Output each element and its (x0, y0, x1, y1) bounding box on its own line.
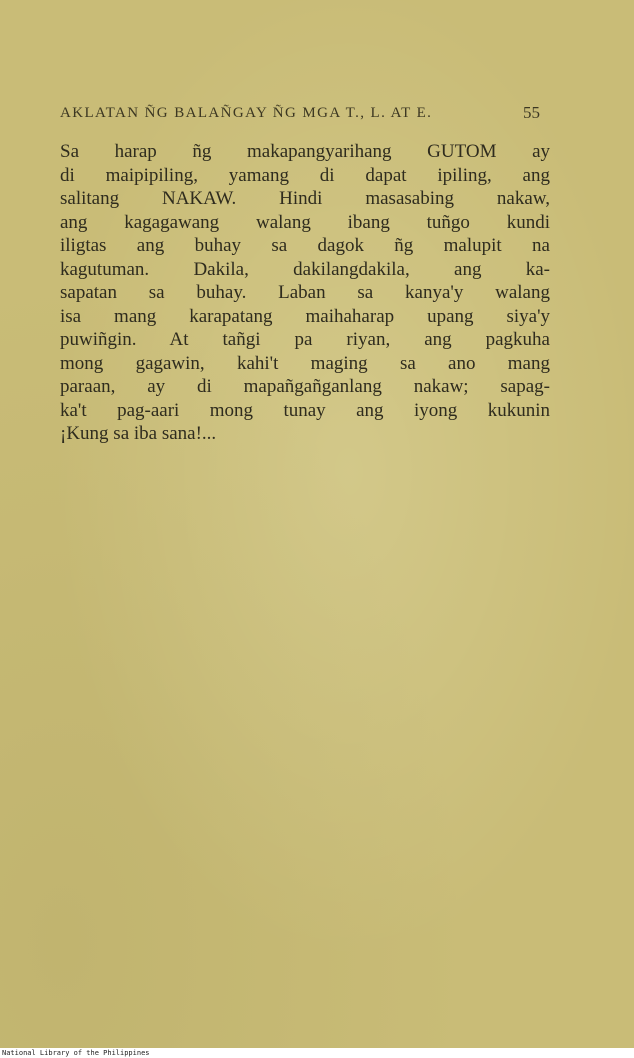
text-line: sapatan sa buhay. Laban sa kanya'y walang (60, 282, 550, 303)
text-line: ¡Kung sa iba sana!... (60, 423, 217, 444)
text-line: puwiñgin. At tañgi pa riyan, ang pagkuha (60, 329, 550, 350)
text-line: kagutuman. Dakila, dakilangdakila, ang ka- (60, 258, 550, 280)
text-line: isa mang karapatang maihaharap upang siya'y (60, 305, 550, 327)
page-header (60, 103, 540, 127)
text-line: ka't pag-aari mong tunay ang iyong kukunin (60, 399, 550, 421)
footer-credit: National Library of the Philippines (2, 1049, 150, 1057)
text-line: Sa harap ñg makapangyarihang GUTOM ay (60, 141, 550, 162)
text-line: ang kagagawang walang ibang tuñgo kundi (60, 211, 550, 233)
text-line: di maipipiling, yamang di dapat ipiling, ang (60, 164, 550, 186)
text-line: iligtas ang buhay sa dagok ñg malupit na (60, 235, 550, 256)
body-paragraph (60, 140, 550, 446)
running-head: AKLATAN ÑG BALAÑGAY ÑG MGA T., L. AT E. (60, 105, 433, 121)
text-line: mong gagawin, kahi't maging sa ano mang (60, 352, 550, 374)
page-number: 55 (523, 103, 540, 122)
text-line: salitang NAKAW. Hindi masasabing nakaw, (60, 188, 550, 209)
footer-bar (0, 1048, 634, 1058)
text-line: paraan, ay di mapañgañganlang nakaw; sapag- (60, 376, 550, 397)
